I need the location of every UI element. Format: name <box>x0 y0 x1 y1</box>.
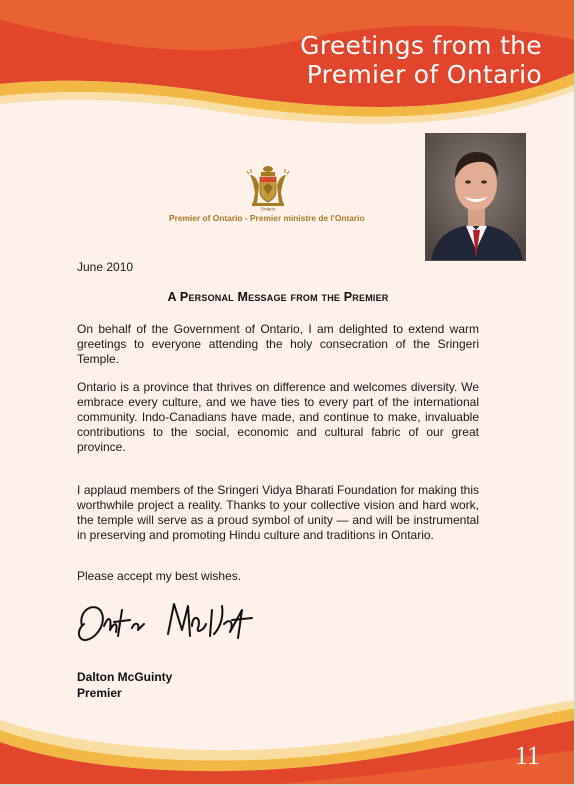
signer-title: Premier <box>77 686 122 700</box>
footer-banner <box>0 690 576 786</box>
letter-closing: Please accept my best wishes. <box>77 569 242 583</box>
crest-caption: Ontario <box>260 206 276 211</box>
page-title <box>300 31 542 89</box>
handwritten-signature <box>74 596 284 654</box>
letter-paragraph: I applaud members of the Sringeri Vidya Bharati Foundation for making this worthwhile project a reality. Thanks to your collective vision and hard work, the temple will serve as a proud symbol of unity — and will be instrumental in preserving and promoting Hindu culture and traditions in Ontario. <box>77 483 479 542</box>
letter-paragraph: On behalf of the Government of Ontario, I am delighted to extend warm greetings to everyone attending the holy consecration of the Sringeri Temple. <box>77 322 479 366</box>
letter-paragraph: Ontario is a province that thrives on difference and welcomes diversity. We embrace every culture, and we have ties to every part of the international community. Indo-Canadians have made, and continue to make, invaluable contributions to the social, economic and cultural fabric of our great province. <box>77 380 479 454</box>
signer-name: Dalton McGuinty <box>77 670 173 684</box>
office-name: Premier of Ontario - Premier ministre de l'Ontario <box>169 213 365 223</box>
letter-date: June 2010 <box>77 260 134 274</box>
premier-portrait-photo <box>425 133 526 261</box>
ontario-crest-logo <box>246 165 290 211</box>
title-line-2: Premier of Ontario <box>306 60 542 89</box>
title-line-1: Greetings from the <box>300 31 542 60</box>
letter-heading: A Personal Message from the Premier <box>167 290 389 304</box>
page-number: 11 <box>514 741 540 770</box>
